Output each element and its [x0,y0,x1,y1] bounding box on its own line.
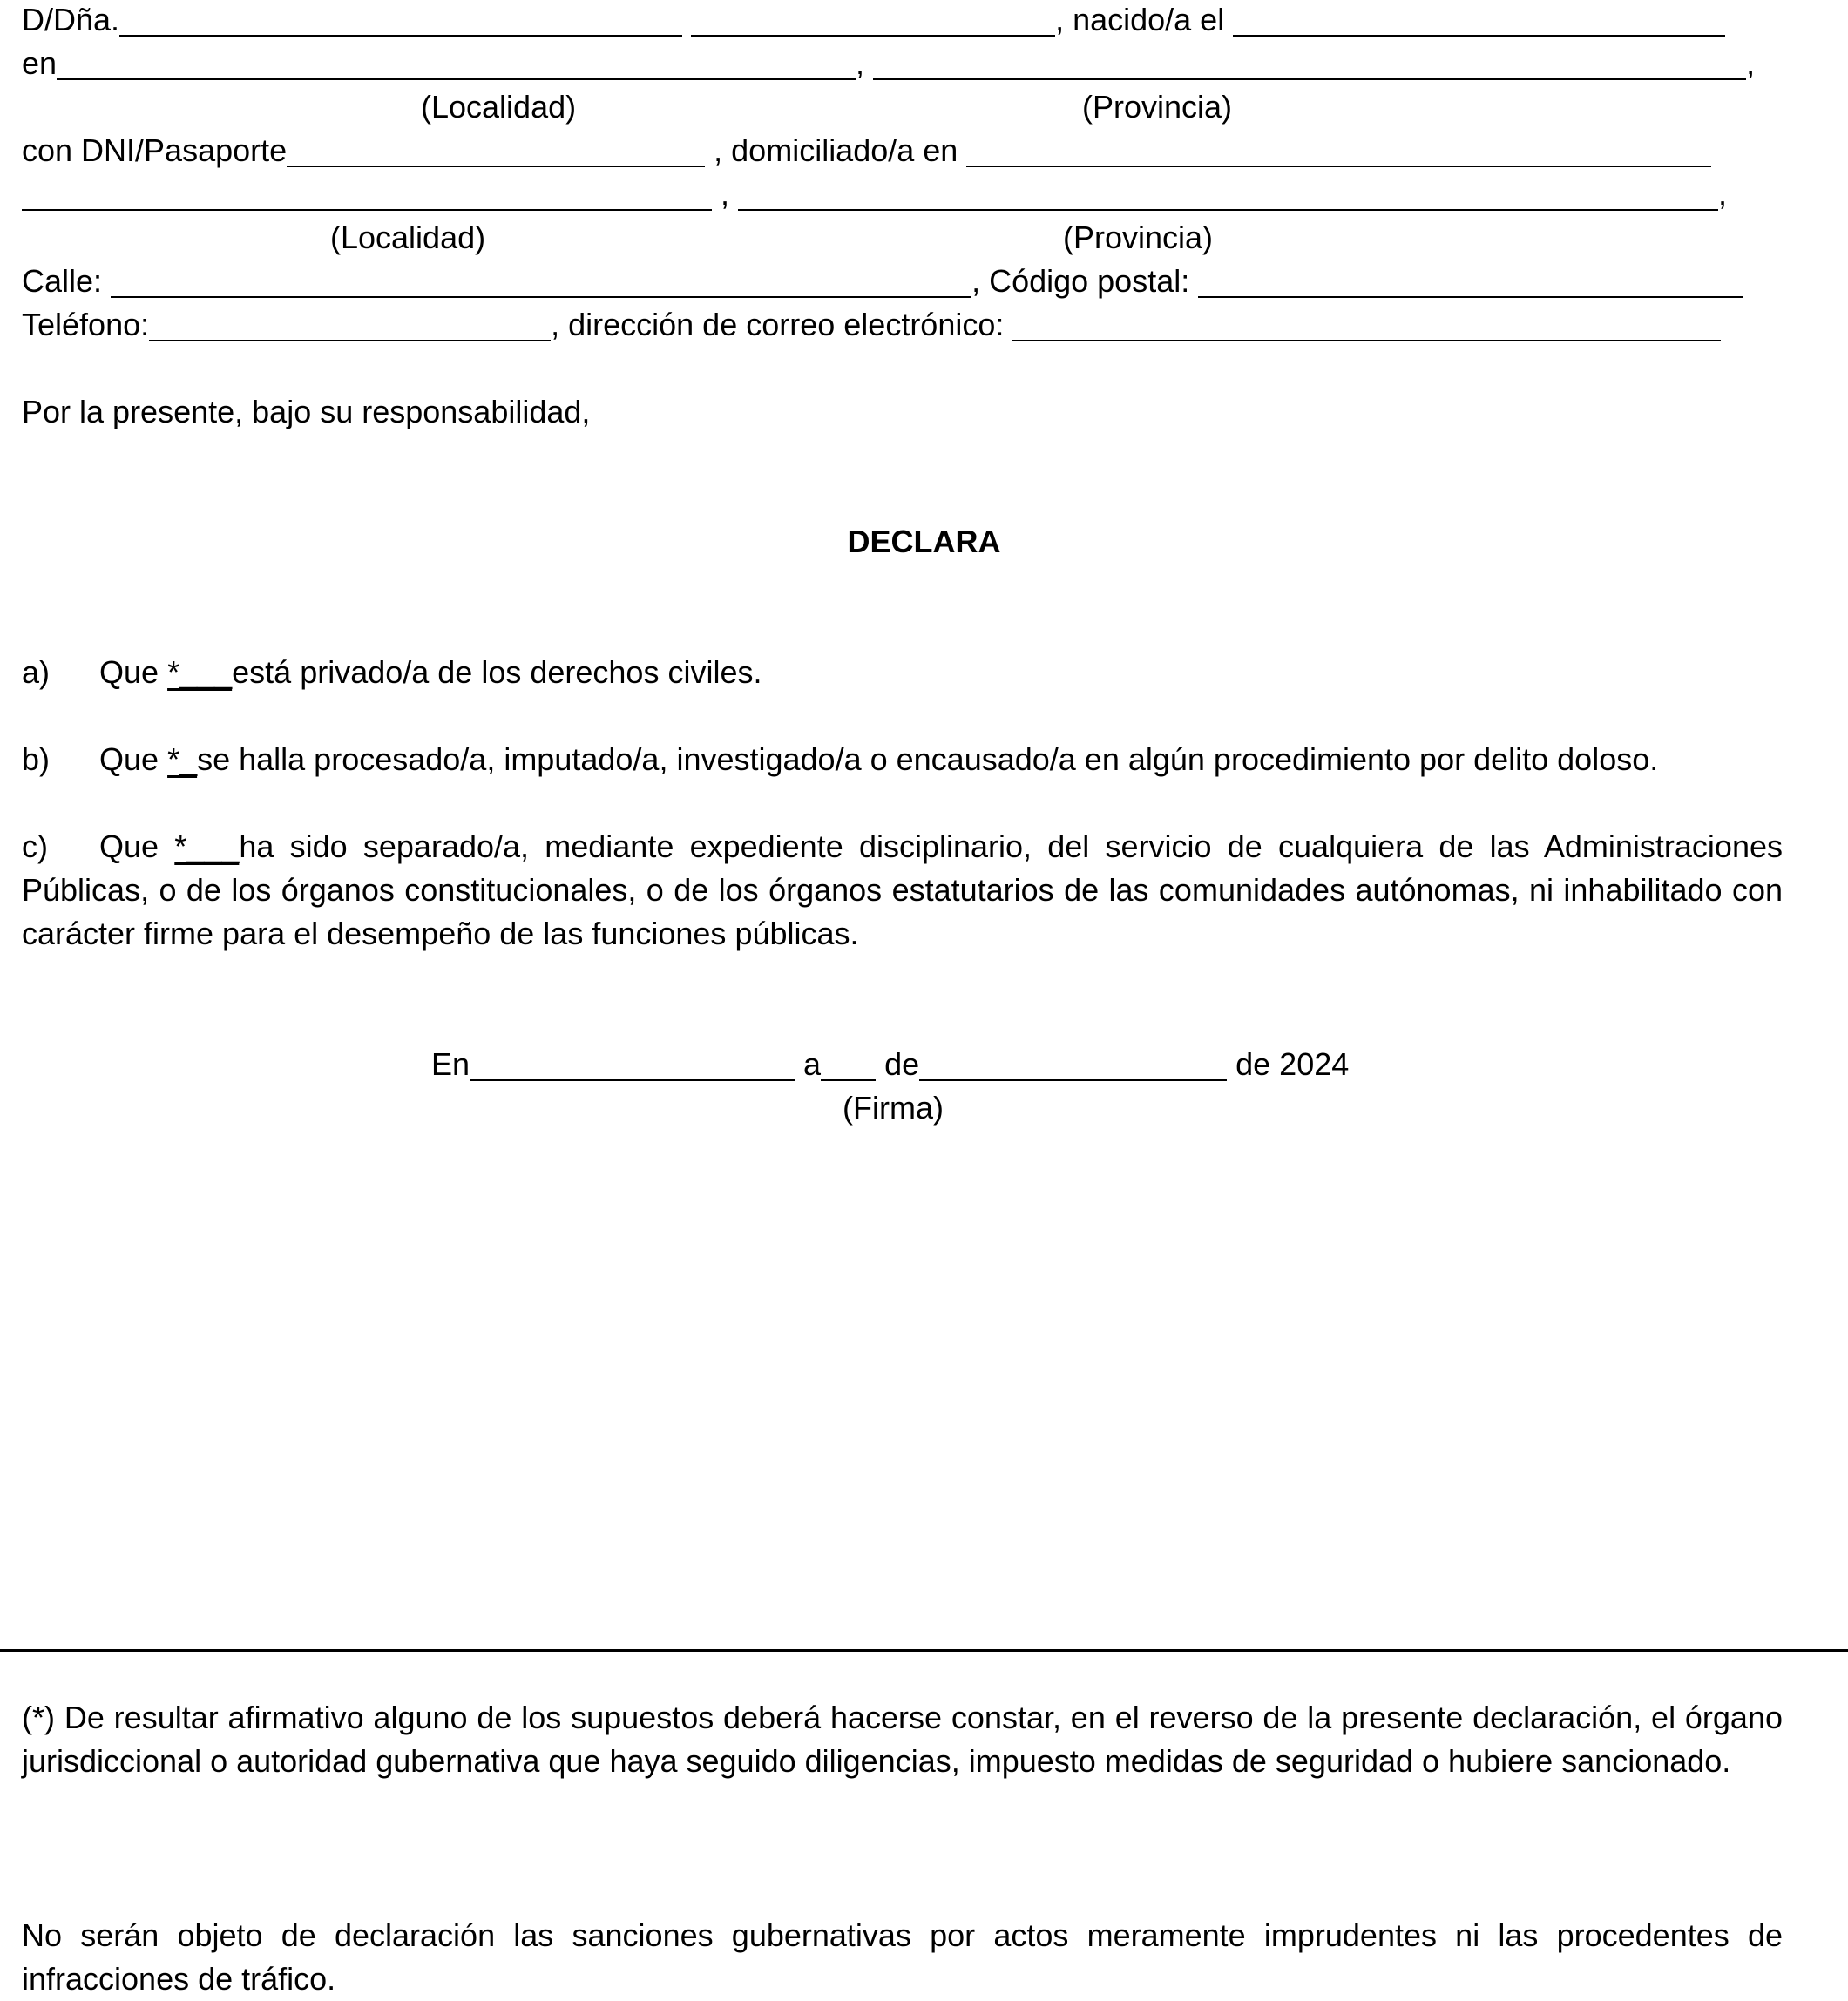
form-line-name [22,0,1782,42]
item-mark-blank[interactable]: *___ [167,654,233,690]
signature-caption: (Firma) [843,1090,944,1126]
surname-blank[interactable] [691,0,1055,37]
in-label: en [22,45,58,81]
name-label: D/Dña. [22,2,120,37]
signature-de-label: de [876,1046,920,1082]
signature-day-blank[interactable] [821,1038,876,1081]
domicile-blank[interactable] [966,124,1711,167]
item-letter: b) [22,741,51,777]
document-label: con DNI/Pasaporte [22,132,288,168]
footnote-exclusions: No serán objeto de declaración las sanciones gubernativas por actos meramente imprudentes ni las procedentes de infracciones de tráfico. [22,1917,1783,1997]
comma: , [1718,176,1728,212]
signature-en-label: En [431,1046,470,1082]
street-label: Calle: [22,263,103,299]
form-line-birthplace [22,42,1782,85]
address-comma: , [712,176,730,212]
born-label: , nacido/a el [1055,2,1225,37]
street-blank[interactable] [111,254,971,298]
item-letter: c) [22,828,48,864]
domicile-province-caption: (Provincia) [1063,220,1214,255]
birth-locality-caption: (Localidad) [421,89,577,125]
signature-date-line [431,1043,1349,1086]
signature-place-blank[interactable] [470,1038,795,1081]
form-line-document [22,129,1782,172]
item-letter: a) [22,654,51,690]
item-que: Que [99,654,159,690]
intro-text: Por la presente, bajo su responsabilidad, [22,394,591,429]
email-label: , dirección de correo electrónico: [551,307,1005,342]
item-que: Que [99,741,159,777]
declaration-item-a [22,651,1782,694]
document-number-blank[interactable] [287,124,705,167]
postal-code-blank[interactable] [1198,254,1743,298]
birth-province-blank[interactable] [873,37,1746,80]
domiciled-label: , domiciliado/a en [705,132,958,168]
signature-a-label: a [795,1046,822,1082]
birth-locality-blank[interactable] [57,37,856,80]
postal-label: , Código postal: [971,263,1190,299]
comma: , [1746,45,1756,81]
email-blank[interactable] [1012,298,1721,341]
item-text: ha sido separado/a, mediante expediente disciplinario, del servicio de cualquiera de las Administraciones Públicas, o de los órganos constitucionales, o de los órganos estatutarios de las comunidades autónomas, ni inhabilitado con carácter firme para el desempeño de las funciones públicas. [22,828,1783,951]
comma: , [856,45,865,81]
signature-year-label: de 2024 [1227,1046,1350,1082]
form-line-street [22,260,1782,303]
item-text: se halla procesado/a, imputado/a, investigado/a o encausado/a en algún procedimiento por delito doloso. [197,741,1659,777]
footnote-asterisk: (*) De resultar afirmativo alguno de los supuestos deberá hacerse constar, en el reverso de la presente declaración, el órgano jurisdiccional o autoridad gubernativa que haya seguido diligencias, impuesto medidas de seguridad o hubiere sancionado. [22,1700,1783,1779]
domicile-locality-blank[interactable] [22,167,712,211]
declaration-item-c [22,825,1783,956]
item-mark-blank[interactable]: *_ [167,741,198,777]
signature-month-blank[interactable] [919,1038,1227,1081]
form-line-domicile-place [22,172,1782,216]
declara-heading: DECLARA [847,524,1001,559]
name-blank[interactable] [119,0,682,37]
item-mark-blank[interactable]: *___ [174,828,240,864]
birth-province-caption: (Provincia) [1082,89,1233,125]
item-text: está privado/a de los derechos civiles. [232,654,762,690]
phone-label: Teléfono: [22,307,150,342]
phone-blank[interactable] [149,298,551,341]
domicile-province-blank[interactable] [738,167,1718,211]
birth-date-blank[interactable] [1233,0,1725,37]
footnote-divider [0,1649,1848,1652]
declaration-item-b [22,738,1782,781]
form-line-contact [22,303,1782,347]
domicile-locality-caption: (Localidad) [330,220,486,255]
item-que: Que [99,828,159,864]
